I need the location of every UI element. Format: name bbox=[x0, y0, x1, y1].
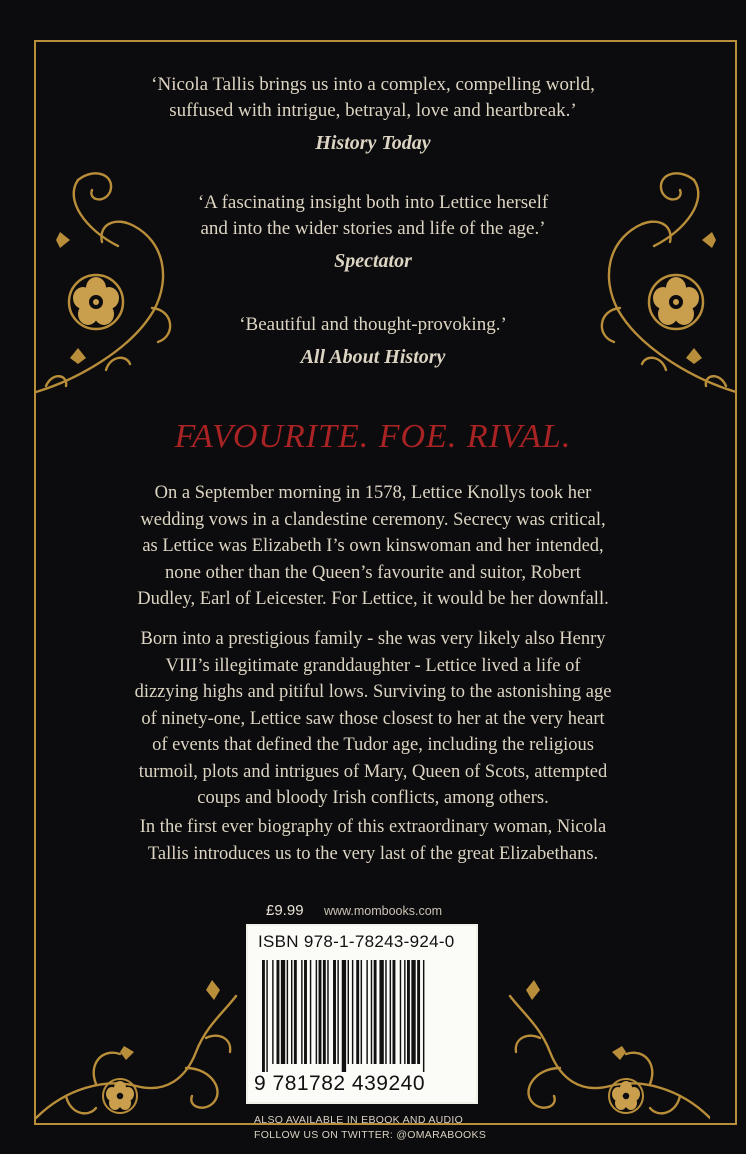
quote-source: History Today bbox=[315, 132, 431, 154]
review-quote-all-about-history bbox=[120, 312, 626, 370]
blurb-paragraph-2 bbox=[60, 626, 686, 812]
barcode-digits: 9 781782 439240 bbox=[254, 1072, 425, 1095]
tudor-rose-ornament-bottom-right bbox=[500, 968, 710, 1124]
blurb-paragraph-1 bbox=[60, 480, 686, 613]
tudor-rose-ornament-bottom-left bbox=[36, 968, 246, 1124]
quote-source: Spectator bbox=[334, 250, 412, 272]
tagline: FAVOURITE. FOE. RIVAL. bbox=[174, 418, 572, 455]
review-quote-history-today bbox=[120, 72, 626, 156]
publisher-website: www.mombooks.com bbox=[324, 904, 443, 918]
blurb-paragraph-3 bbox=[60, 814, 686, 867]
price: £9.99 bbox=[266, 902, 304, 919]
quote-text: ‘A fascinating insight both into Lettice herself and into the wider stories and life of the age.’ bbox=[197, 192, 549, 239]
review-quote-spectator bbox=[120, 190, 626, 274]
paragraph-text: On a September morning in 1578, Lettice Knollys took her wedding vows in a clandestine ceremony. Secrecy was critical, as Lettice was Elizabeth I’s own kinswoman and her intended, none other than the Queen’s favourite and suitor, Robert Dudley, Earl of Leicester. For Lettice, it would be her downfall. bbox=[137, 483, 609, 609]
barcode-icon bbox=[258, 960, 470, 1072]
twitter-follow-text: FOLLOW US ON TWITTER: @OMARABOOKS bbox=[254, 1129, 487, 1141]
paragraph-text: In the first ever biography of this extraordinary woman, Nicola Tallis introduces us to the very last of the great Elizabethans. bbox=[139, 817, 607, 864]
isbn-barcode-box bbox=[246, 924, 478, 1104]
footer-notes bbox=[254, 1113, 494, 1143]
also-available-text: ALSO AVAILABLE IN EBOOK AND AUDIO bbox=[254, 1114, 464, 1126]
paragraph-text: Born into a prestigious family - she was very likely also Henry VIII’s illegitimate granddaughter - Lettice lived a life of dizzying highs and pitiful lows. Surviving to the astonishing age of ninety-one, Lettice saw those closest to her at the very heart of events that defined the Tudor age, including the religious turmoil, plots and intrigues of Mary, Queen of Scots, attempted coups and bloody Irish conflicts, among others. bbox=[134, 629, 612, 808]
quote-text: ‘Nicola Tallis brings us into a complex, compelling world, suffused with intrigue, betrayal, love and heartbreak.’ bbox=[151, 74, 595, 121]
isbn-label: ISBN 978-1-78243-924-0 bbox=[258, 932, 455, 951]
price-row bbox=[254, 900, 476, 924]
tudor-rose-icon bbox=[69, 275, 123, 329]
quote-text: ‘Beautiful and thought-provoking.’ bbox=[239, 314, 507, 335]
quote-source: All About History bbox=[300, 346, 446, 368]
